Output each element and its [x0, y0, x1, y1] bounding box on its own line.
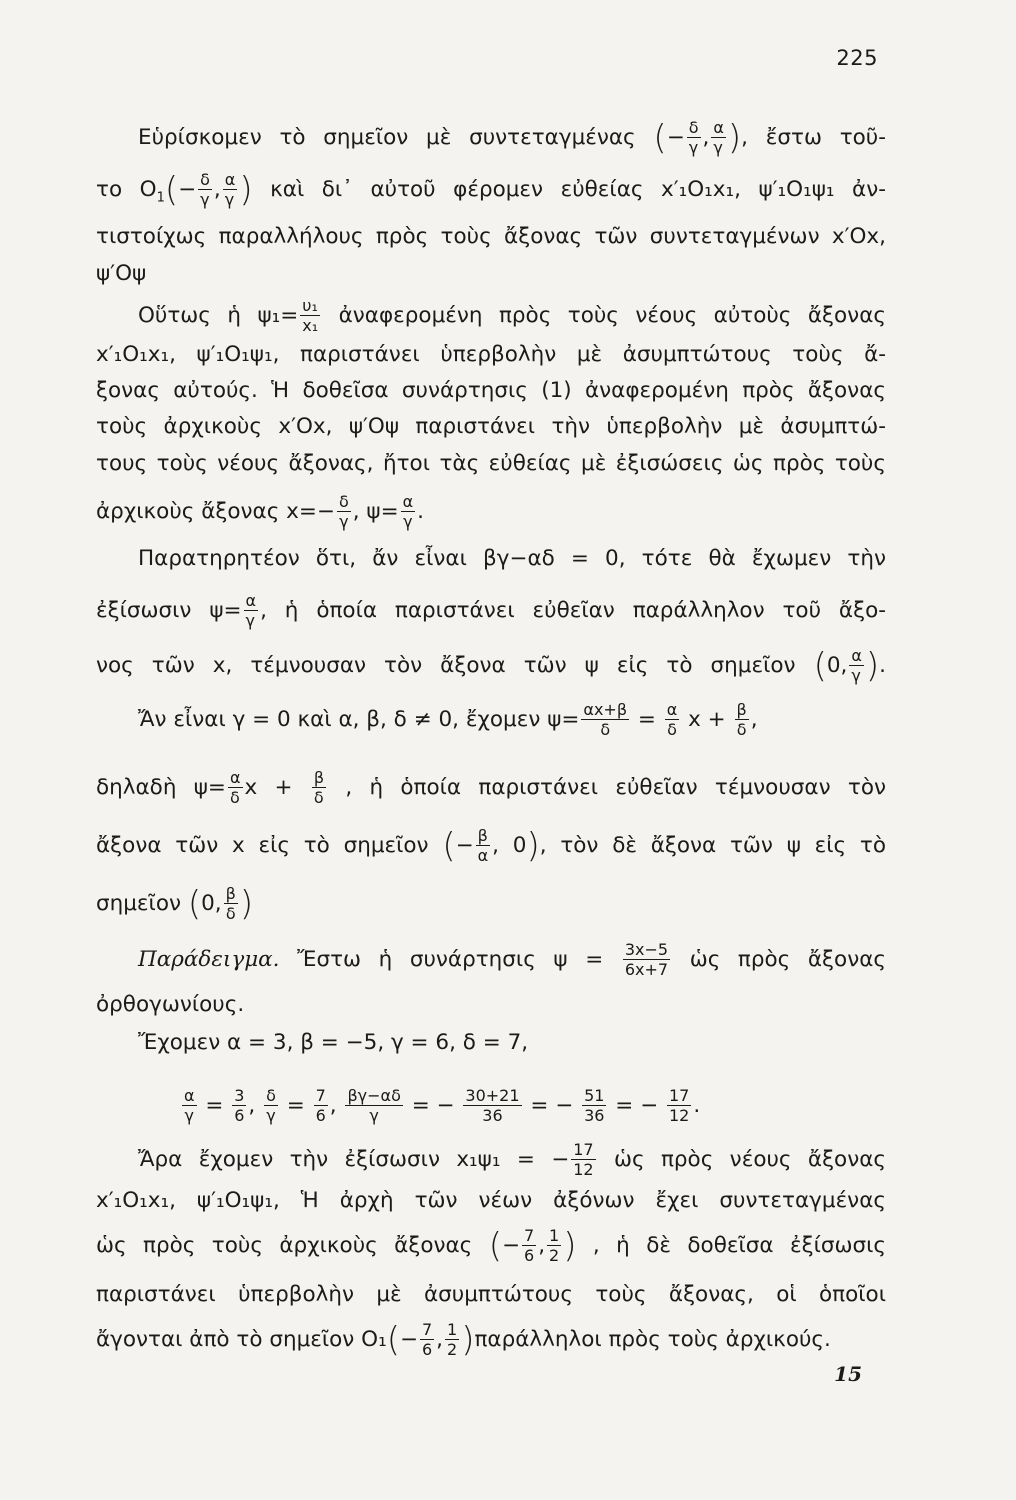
- text-line: ὀρθογωνίους.: [96, 992, 245, 1017]
- text-line: δηλαδὴ ψ= $\frac{\alpha}{\delta}$ x + $\frac{\beta}{\delta}$ , ἡ ὁποία παριστάνει εὐθεῖαν τέμνουσαν τὸν: [96, 768, 886, 807]
- page-number: 225: [836, 46, 878, 70]
- text-line: τους τοὺς νέους ἄξονας, ἤτοι τὰς εὐθείας μὲ ἐξισώσεις ὡς πρὸς τοὺς: [96, 451, 886, 476]
- text-line: ξονας αὐτούς. Ἡ δοθεῖσα συνάρτησις (1) ἀναφερομένη πρὸς ἄξονας: [96, 378, 886, 403]
- text-line: το $O_1(-$ $\frac{\delta}{\gamma}$ , $\frac{\alpha}{\gamma}$ ) καὶ δι᾿ αὐτοῦ φέρομεν εὐθείας x′₁O₁x₁, ψ′₁O₁ψ₁ ἀν-: [96, 170, 886, 210]
- text-line: Παράδειγμα. Ἔστω ἡ συνάρτησις ψ = $\frac{3x-5}{6x+7}$ ὡς πρὸς ἄξονας: [138, 940, 886, 979]
- text-line: τιστοίχως παραλλήλους πρὸς τοὺς ἄξονας τῶν συντεταγμένων x′Ox,: [96, 224, 886, 249]
- signature-mark: 15: [834, 1362, 862, 1386]
- text-line: x′₁O₁x₁, ψ′₁O₁ψ₁, παριστάνει ὑπερβολὴν μὲ ἀσυμπτώτους τοὺς ἄ-: [96, 342, 886, 367]
- text-line: σημεῖον (0, $\frac{\beta}{\delta}$ ): [96, 884, 254, 924]
- text-line: x′₁O₁x₁, ψ′₁O₁ψ₁, Ἡ ἀρχὴ τῶν νέων ἀξόνων ἔχει συντεταγμένας: [96, 1188, 886, 1213]
- text-line: Ἄρα ἔχομεν τὴν ἐξίσωσιν x₁ψ₁ = − $\frac{17}{12}$ ὡς πρὸς νέους ἄξονας: [138, 1140, 887, 1179]
- text-line: Ἄν εἶναι γ = 0 καὶ α, β, δ ≠ 0, ἔχομεν ψ= $\frac{\alpha x+\beta}{\delta}$ = $\frac{\alpha}{\delta}$ x + $\frac{\beta}{\delta}$ ,: [138, 700, 758, 739]
- text-line: ὡς πρὸς τοὺς ἀρχικοὺς ἄξονας (− $\frac{7}{6}$ , $\frac{1}{2}$ ) , ἡ δὲ δοθεῖσα ἐξίσωσις: [96, 1226, 886, 1266]
- text-line: ψ′Oψ: [96, 261, 147, 286]
- text-line: Εὑρίσκομεν τὸ σημεῖον μὲ συντεταγμένας (− $\frac{\delta}{\gamma}$ , $\frac{\alpha}{\gamma}$ ), ἔστω τοῦ-: [138, 118, 886, 158]
- text-line: Οὕτως ἡ ψ₁= $\frac{\text{υ₁}}{\text{x₁}}$ ἀναφερομένη πρὸς τοὺς νέους αὐτοὺς ἄξονας: [138, 296, 886, 335]
- text-line: ἄξονα τῶν x εἰς τὸ σημεῖον (− $\frac{\beta}{\alpha}$ , 0), τὸν δὲ ἄξονα τῶν ψ εἰς τὸ: [96, 826, 886, 866]
- text-line: ἐξίσωσιν ψ= $\frac{\alpha}{\gamma}$ , ἡ ὁποία παριστάνει εὐθεῖαν παράλληλον τοῦ ἄξο-: [96, 591, 886, 630]
- text-line: ἀρχικοὺς ἄξονας x=− $\frac{\delta}{\gamma}$ , ψ= $\frac{\alpha}{\gamma}$ .: [96, 492, 424, 531]
- text-line: παριστάνει ὑπερβολὴν μὲ ἀσυμπτώτους τοὺς ἄξονας, οἱ ὁποῖοι: [96, 1282, 886, 1307]
- text-line: Ἔχομεν α = 3, β = −5, γ = 6, δ = 7,: [138, 1030, 529, 1055]
- text-line: τοὺς ἀρχικοὺς x′Ox, ψ′Oψ παριστάνει τὴν ὑπερβολὴν μὲ ἀσυμπτώ-: [96, 414, 886, 439]
- text-line: νος τῶν x, τέμνουσαν τὸν ἄξονα τῶν ψ εἰς τὸ σημεῖον (0, $\frac{\alpha}{\gamma}$ ).: [96, 646, 886, 686]
- equation-line: $\frac{\alpha}{\gamma}$ = $\frac{3}{6}$ , $\frac{\delta}{\gamma}$ = $\frac{7}{6}$ , $\frac{\beta\gamma-\alpha\delta}{\gamma}$ = − $\frac{30+21}{36}$ = − $\frac{51}{36}$ = − $\frac{17}{12}$ .: [184, 1086, 701, 1125]
- text-line: ἄγονται ἀπὸ τὸ σημεῖον O₁(− $\frac{7}{6}$ , $\frac{1}{2}$ )παράλληλοι πρὸς τοὺς ἀρχικούς.: [96, 1320, 831, 1360]
- text-line: Παρατηρητέον ὅτι, ἄν εἶναι βγ−αδ = 0, τότε θὰ ἔχωμεν τὴν: [138, 546, 886, 571]
